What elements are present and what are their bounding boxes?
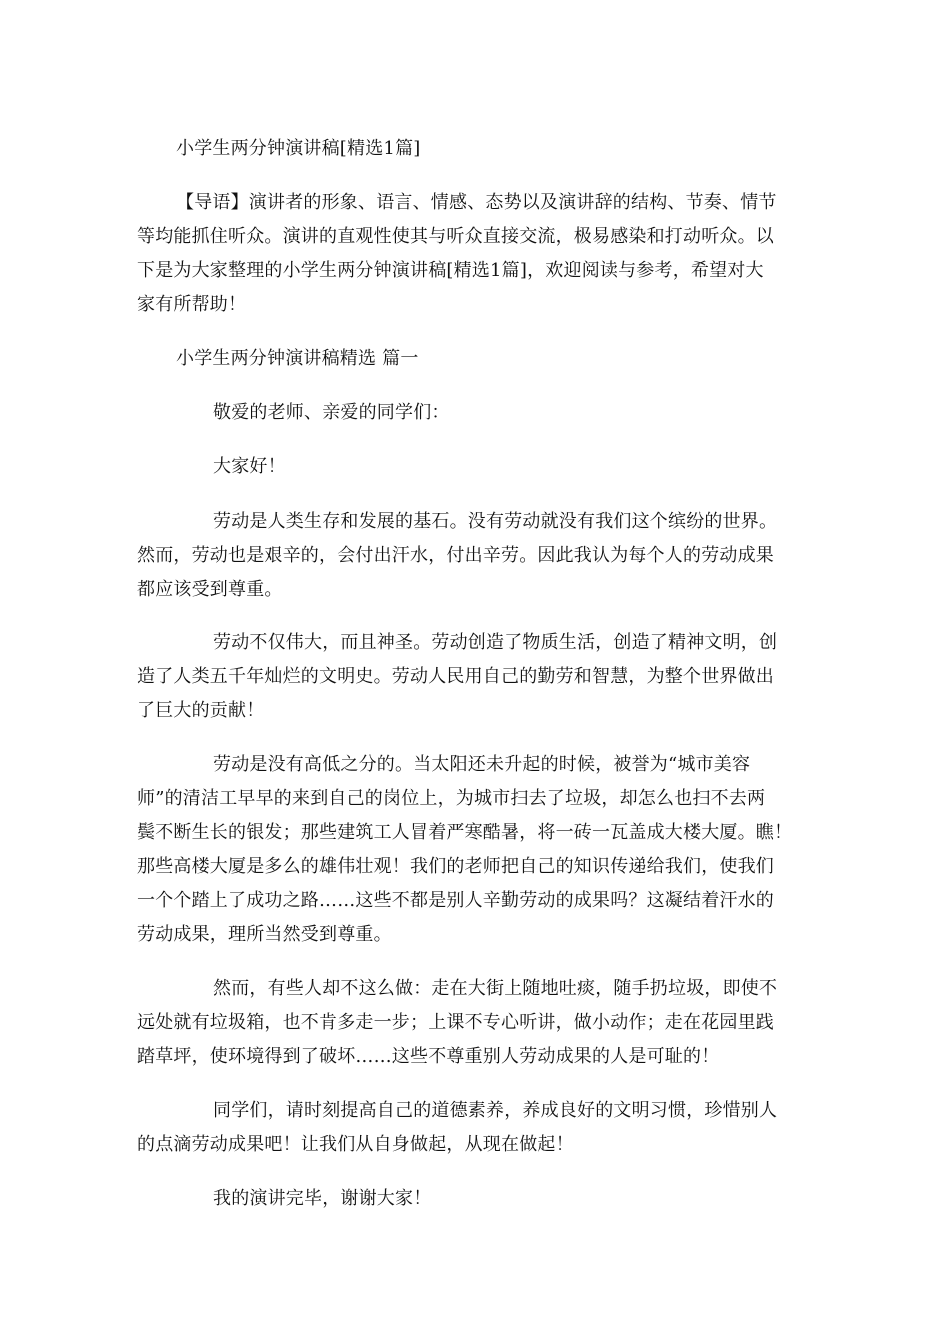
paragraph-line: 劳动成果，理所当然受到尊重。	[137, 924, 392, 945]
paragraph-line: 了巨大的贡献！	[137, 700, 265, 721]
intro-line: 【导语】演讲者的形象、语言、情感、态势以及演讲辞的结构、节奏、情节	[176, 192, 777, 213]
paragraph-line: 同学们，请时刻提高自己的道德素养，养成良好的文明习惯，珍惜别人	[213, 1100, 778, 1121]
paragraph-line: 鬓不断生长的银发；那些建筑工人冒着严寒酷暑，将一砖一瓦盖成大楼大厦。瞧！	[137, 822, 793, 843]
paragraph-line: 那些高楼大厦是多么的雄伟壮观！我们的老师把自己的知识传递给我们，使我们	[137, 856, 774, 877]
paragraph-line: 劳动是没有高低之分的。当太阳还未升起的时候，被誉为“城市美容	[213, 754, 751, 775]
paragraph-line: 的点滴劳动成果吧！让我们从自身做起，从现在做起！	[137, 1134, 574, 1155]
paragraph-line: 然而，劳动也是艰辛的，会付出汗水，付出辛劳。因此我认为每个人的劳动成果	[137, 545, 774, 566]
paragraph-line: 然而，有些人却不这么做：走在大街上随地吐痰，随手扔垃圾，即使不	[213, 978, 778, 999]
salutation: 敬爱的老师、亲爱的同学们：	[213, 402, 450, 423]
greeting: 大家好！	[213, 456, 286, 477]
intro-line: 家有所帮助！	[137, 294, 247, 315]
document-title: 小学生两分钟演讲稿[精选1篇]	[176, 138, 421, 159]
paragraph-line: 一个个踏上了成功之路……这些不都是别人辛勤劳动的成果吗？这凝结着汗水的	[137, 890, 774, 911]
section-heading: 小学生两分钟演讲稿精选 篇一	[176, 348, 419, 369]
paragraph-line: 都应该受到尊重。	[137, 579, 283, 600]
closing-line: 我的演讲完毕，谢谢大家！	[213, 1188, 432, 1209]
paragraph-line: 师”的清洁工早早的来到自己的岗位上，为城市扫去了垃圾，却怎么也扫不去两	[137, 788, 766, 809]
intro-line: 等均能抓住听众。演讲的直观性使其与听众直接交流，极易感染和打动听众。以	[137, 226, 774, 247]
paragraph-line: 造了人类五千年灿烂的文明史。劳动人民用自己的勤劳和智慧，为整个世界做出	[137, 666, 774, 687]
paragraph-line: 踏草坪，使环境得到了破坏……这些不尊重别人劳动成果的人是可耻的！	[137, 1046, 720, 1067]
paragraph-line: 劳动不仅伟大，而且神圣。劳动创造了物质生活，创造了精神文明，创	[213, 632, 778, 653]
intro-line: 下是为大家整理的小学生两分钟演讲稿[精选1篇]，欢迎阅读与参考，希望对大	[137, 260, 764, 281]
paragraph-line: 远处就有垃圾箱，也不肯多走一步；上课不专心听讲，做小动作；走在花园里践	[137, 1012, 774, 1033]
paragraph-line: 劳动是人类生存和发展的基石。没有劳动就没有我们这个缤纷的世界。	[213, 511, 778, 532]
